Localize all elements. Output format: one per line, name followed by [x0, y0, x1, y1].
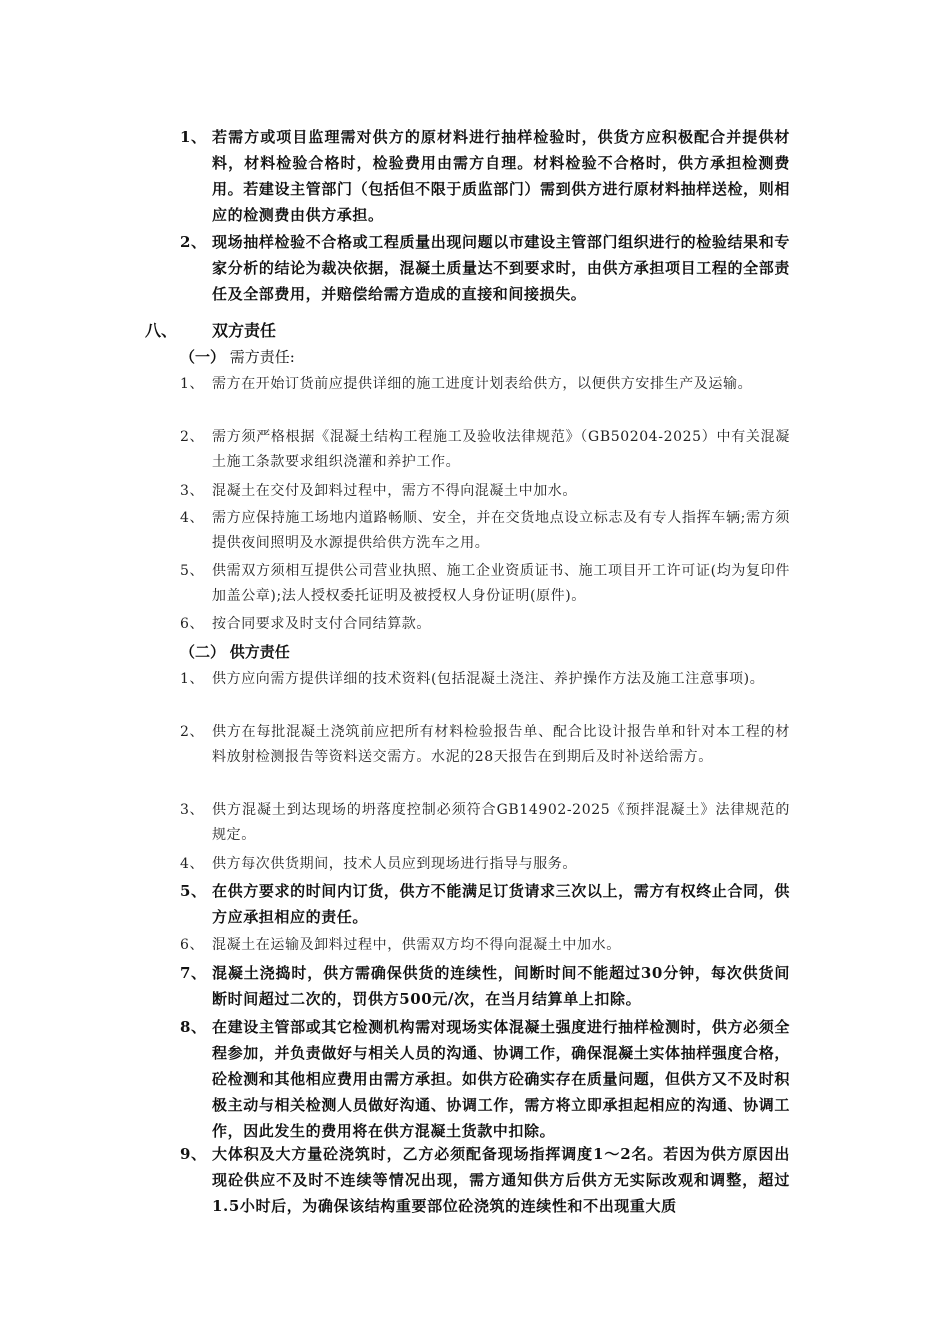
clause-text: 需方应保持施工场地内道路畅顺、安全，并在交货地点设立标志及有专人指挥车辆;需方须提供夜间照明及水源提供给供方洗车之用。: [212, 510, 790, 551]
clause-text: 供需双方须相互提供公司营业执照、施工企业资质证书、施工项目开工许可证(均为复印件加盖公章);法人授权委托证明及被授权人身份证明(原件)。: [212, 563, 790, 604]
clause-text: 大体积及大方量砼浇筑时，乙方必须配备现场指挥调度1～2名。若因为供方原因出现砼供应不及时不连续等情况出现，需方通知供方后供方无实际改观和调整，超过1.5小时后，为确保该结构重要部位砼浇筑的连续性和不出现重大质: [212, 1145, 790, 1215]
clause-number: 9、: [180, 1145, 207, 1163]
subtitle-label: （二）: [180, 643, 226, 661]
clause-text: 供方应向需方提供详细的技术资料(包括混凝土浇注、养护操作方法及施工注意事项)。: [212, 671, 765, 687]
clause-a1: [180, 124, 790, 228]
clause-text: 供方混凝土到达现场的坍落度控制必须符合GB14902-2025《预拌混凝土》法律规范的规定。: [212, 802, 790, 843]
clause-text: 按合同要求及时支付合同结算款。: [212, 616, 431, 632]
clause-number: 4、: [180, 510, 205, 526]
supplier-item-2: [180, 720, 790, 770]
buyer-item-1: [180, 372, 790, 397]
buyer-item-2: [180, 425, 790, 475]
supplier-item-5: [180, 878, 790, 930]
clause-text: 若需方或项目监理需对供方的原材料进行抽样检验时，供货方应积极配合并提供材料，材料检验合格时，检验费用由需方自理。材料检验不合格时，供方承担检测费用。若建设主管部门（包括但不限于质监部门）需到供方进行原材料抽样送检，则相应的检测费由供方承担。: [212, 128, 790, 224]
buyer-item-5: [180, 559, 790, 609]
clause-text: 供方在每批混凝土浇筑前应把所有材料检验报告单、配合比设计报告单和针对本工程的材料放射检测报告等资料送交需方。水泥的28天报告在到期后及时补送给需方。: [212, 724, 790, 765]
clause-text: 需方须严格根据《混凝土结构工程施工及验收法律规范》（GB50204-2025）中有关混凝土施工条款要求组织浇灌和养护工作。: [212, 429, 790, 470]
clause-text: 需方在开始订货前应提供详细的施工进度计划表给供方，以便供方安排生产及运输。: [212, 376, 753, 392]
clause-text: 供方每次供货期间，技术人员应到现场进行指导与服务。: [212, 856, 577, 872]
supplier-item-6: [180, 933, 790, 958]
clause-text: 在建设主管部或其它检测机构需对现场实体混凝土强度进行抽样检测时，供方必须全程参加，并负责做好与相关人员的沟通、协调工作，确保混凝土实体抽样强度合格，砼检测和其他相应费用由需方承担。如供方砼确实存在质量问题，但供方又不及时积极主动与相关检测人员做好沟通、协调工作，需方将立即承担起相应的沟通、协调工作，因此发生的费用将在供方混凝土货款中扣除。: [212, 1018, 790, 1140]
supplier-item-7: [180, 960, 790, 1012]
buyer-item-6: [180, 612, 790, 637]
supplier-item-4: [180, 852, 790, 877]
subtitle-label: （一）: [180, 348, 226, 366]
supplier-item-8: [180, 1014, 790, 1144]
clause-number: 2、: [180, 233, 207, 251]
section-number: 八、: [145, 321, 178, 340]
subtitle-text: 供方责任: [229, 643, 290, 661]
clause-number: 8、: [180, 1018, 207, 1036]
clause-number: 2、: [180, 429, 205, 445]
clause-number: 7、: [180, 964, 207, 982]
clause-text: 混凝土在交付及卸料过程中，需方不得向混凝土中加水。: [212, 483, 577, 499]
clause-number: 4、: [180, 856, 205, 872]
clause-text: 现场抽样检验不合格或工程质量出现问题以市建设主管部门组织进行的检验结果和专家分析的结论为裁决依据，混凝土质量达不到要求时，由供方承担项目工程的全部责任及全部费用，并赔偿给需方造成的直接和间接损失。: [212, 233, 790, 303]
clause-number: 6、: [180, 616, 205, 632]
supplier-item-3: [180, 798, 790, 848]
subtitle-text: 需方责任:: [229, 348, 295, 366]
clause-number: 6、: [180, 937, 205, 953]
clause-number: 1、: [180, 376, 205, 392]
clause-number: 2、: [180, 724, 205, 740]
clause-number: 1、: [180, 671, 205, 687]
clause-text: 混凝土在运输及卸料过程中，供需双方均不得向混凝土中加水。: [212, 937, 621, 953]
buyer-item-4: [180, 506, 790, 556]
buyer-item-3: [180, 479, 790, 504]
supplier-item-1: [180, 667, 790, 692]
supplier-item-9: [180, 1141, 790, 1219]
clause-number: 5、: [180, 882, 207, 900]
clause-text: 混凝土浇捣时，供方需确保供货的连续性，间断时间不能超过30分钟，每次供货间断时间超过二次的，罚供方500元/次，在当月结算单上扣除。: [212, 964, 790, 1008]
section-title: 双方责任: [212, 321, 277, 340]
supplier-subtitle: [180, 640, 290, 664]
clause-number: 1、: [180, 128, 207, 146]
clause-number: 3、: [180, 483, 205, 499]
clause-number: 5、: [180, 563, 205, 579]
clause-text: 在供方要求的时间内订货，供方不能满足订货请求三次以上，需方有权终止合同，供方应承担相应的责任。: [212, 882, 790, 926]
buyer-subtitle: [180, 345, 295, 369]
clause-a2: [180, 229, 790, 307]
clause-number: 3、: [180, 802, 205, 818]
